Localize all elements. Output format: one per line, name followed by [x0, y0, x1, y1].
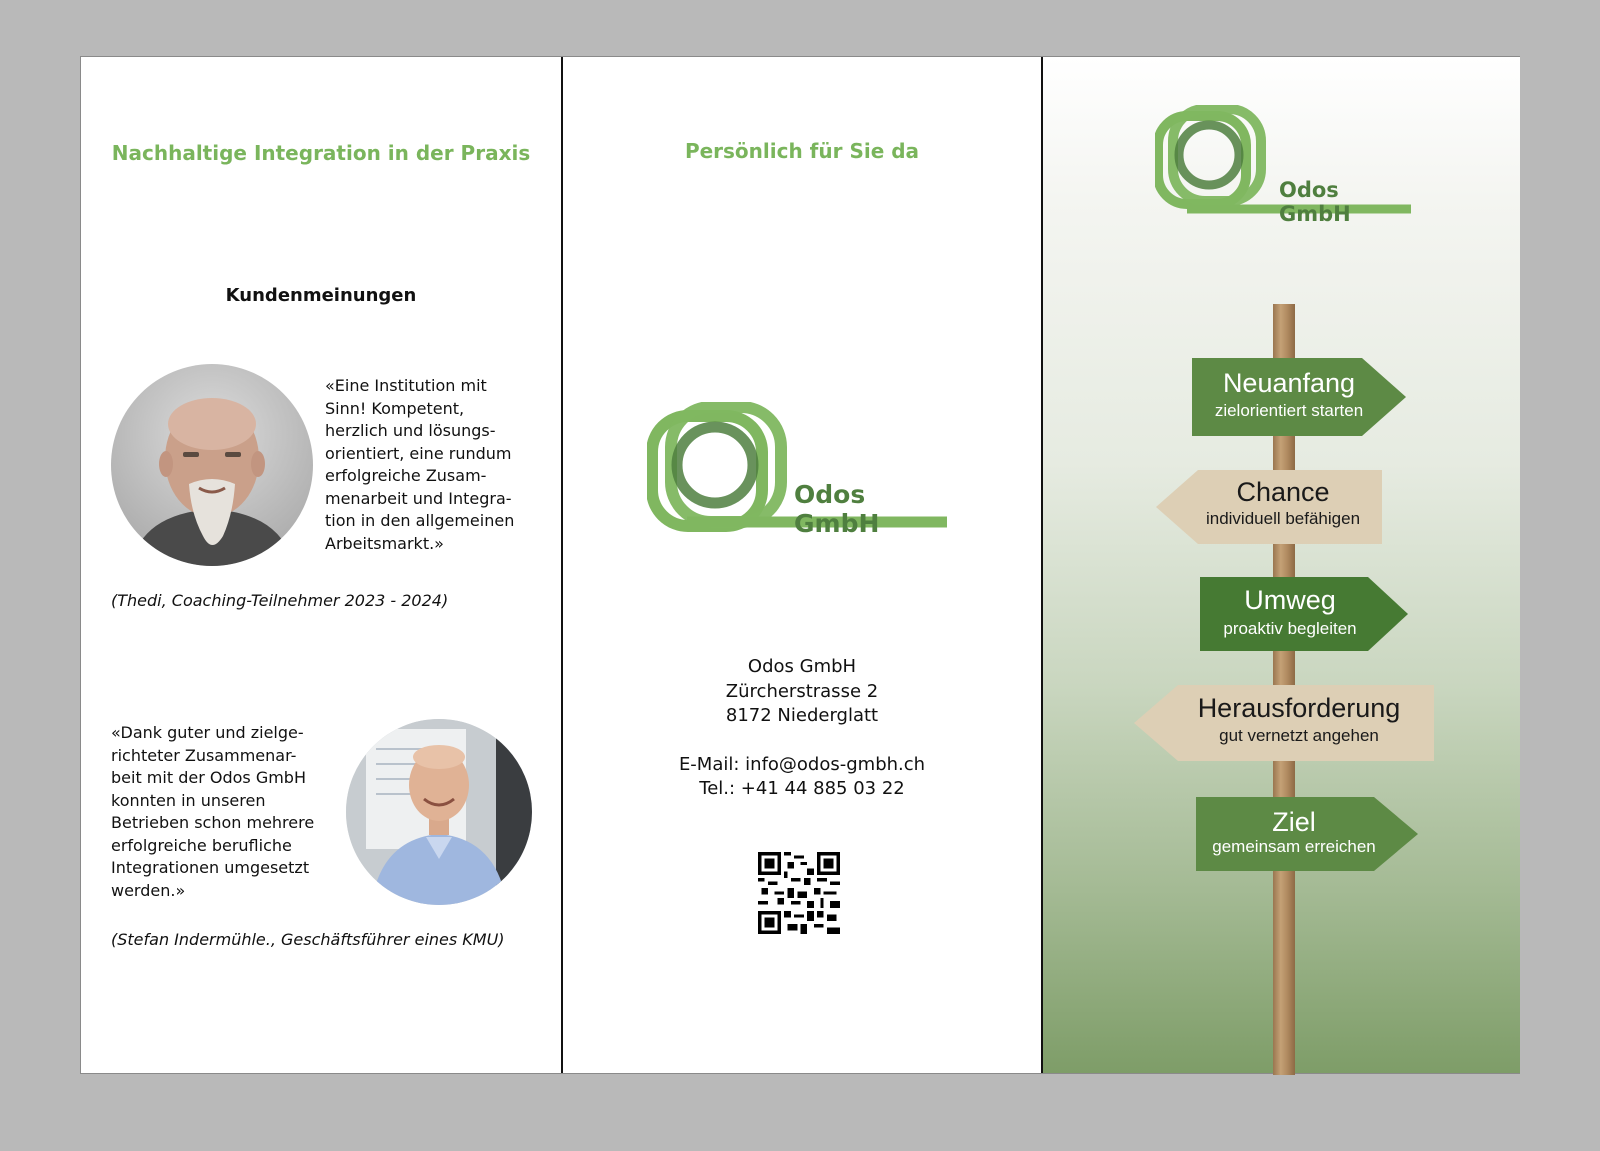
sign-herausforderung-subtitle: gut vernetzt angehen	[1219, 726, 1379, 745]
right-panel	[1041, 57, 1520, 1073]
qr-code[interactable]	[758, 852, 840, 934]
contact-address	[563, 655, 1041, 802]
brochure-sheet	[80, 56, 1520, 1074]
sign-chance-title: Chance	[1236, 477, 1330, 507]
contact-phone[interactable]: Tel.: +41 44 885 03 22	[699, 778, 905, 799]
testimonials-heading: Kundenmeinungen	[225, 285, 417, 306]
left-panel	[81, 57, 561, 1073]
middle-panel	[561, 57, 1041, 1073]
sign-umweg-subtitle: proaktiv begleiten	[1223, 619, 1357, 638]
sign-herausforderung	[1134, 685, 1434, 761]
address-street: Zürcherstrasse 2	[725, 680, 879, 702]
logo-wordmark: Odos GmbH	[794, 480, 880, 538]
sign-ziel	[1196, 797, 1418, 871]
sign-umweg-title: Umweg	[1244, 585, 1336, 615]
testimonial-portrait-2	[346, 719, 532, 905]
sign-ziel-subtitle: gemeinsam erreichen	[1212, 837, 1376, 856]
sign-chance	[1156, 470, 1382, 544]
testimonial-portrait-1	[111, 364, 313, 566]
testimonial-citation-1: (Thedi, Coaching-Teilnehmer 2023 - 2024)	[111, 591, 449, 610]
address-company: Odos GmbH	[747, 656, 857, 677]
sign-chance-subtitle: individuell befähigen	[1205, 509, 1361, 528]
sign-herausforderung-title: Herausforderung	[1197, 693, 1401, 723]
middle-panel-title: Persönlich für Sie da	[684, 139, 920, 163]
address-city: 8172 Niederglatt	[725, 705, 879, 726]
sign-umweg	[1200, 577, 1408, 651]
sign-neuanfang-subtitle: zielorientiert starten	[1214, 401, 1364, 420]
contact-email[interactable]: E-Mail: info@odos-gmbh.ch	[678, 753, 926, 775]
sign-neuanfang-title: Neuanfang	[1222, 368, 1356, 398]
logo-wordmark-small: Odos GmbH	[1279, 178, 1351, 226]
sign-ziel-title: Ziel	[1272, 807, 1316, 837]
testimonial-quote-2: «Dank guter und zielge- richteter Zusammenar- beit mit der Odos GmbH konnten in unseren Betrieben schon mehrere erfolgreiche berufliche Integrationen umgesetzt werden.»	[111, 723, 315, 900]
testimonial-citation-2: (Stefan Indermühle., Geschäftsführer eines KMU)	[111, 930, 505, 949]
sign-neuanfang	[1192, 358, 1406, 436]
left-panel-title: Nachhaltige Integration in der Praxis	[111, 141, 531, 165]
company-logo-small	[1155, 105, 1415, 226]
company-logo-large	[647, 402, 957, 542]
testimonial-quote-1: «Eine Institution mit Sinn! Kompetent, herzlich und lösungs- orientiert, eine rundum erfolgreiche Zusam- menarbeit und Integra- tion in den allgemeinen Arbeitsmarkt.»	[325, 376, 515, 553]
